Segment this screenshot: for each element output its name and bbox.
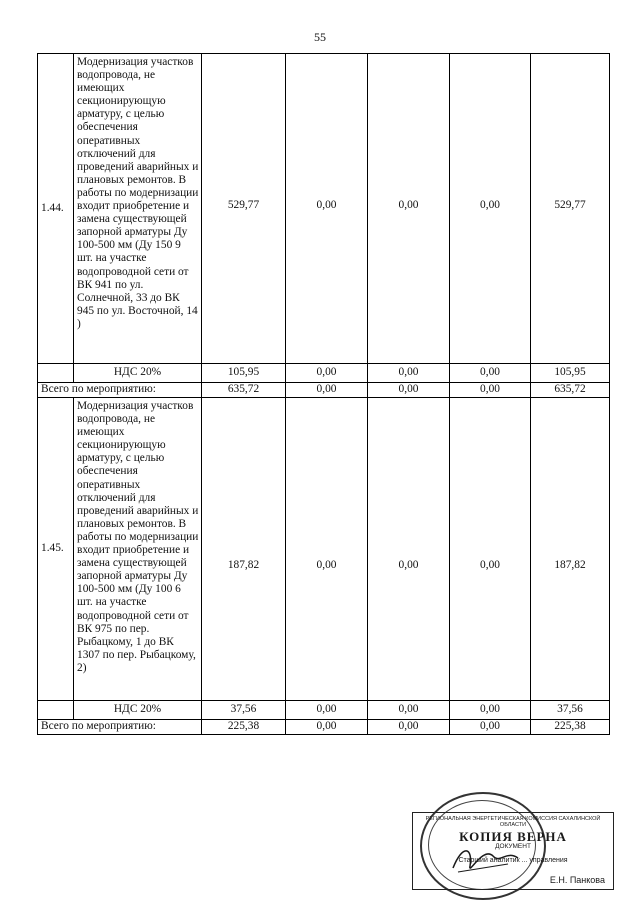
vat-value: 0,00 (286, 364, 368, 383)
stamp-subtitle: ДОКУМЕНТ (495, 843, 531, 850)
vat-value: 37,56 (531, 701, 610, 720)
table-row (38, 398, 610, 701)
value-cell: 0,00 (368, 398, 450, 701)
measures-table (37, 53, 610, 735)
vat-value: 0,00 (368, 701, 450, 720)
total-value: 0,00 (368, 720, 450, 735)
total-value: 225,38 (531, 720, 610, 735)
total-value: 0,00 (286, 720, 368, 735)
total-value: 0,00 (450, 720, 531, 735)
value-cell: 0,00 (450, 398, 531, 701)
vat-value: 105,95 (202, 364, 286, 383)
vat-value: 105,95 (531, 364, 610, 383)
value-cell: 0,00 (286, 54, 368, 364)
stamp-name: Е.Н. Панкова (549, 875, 605, 885)
row-number: 1.45. (38, 398, 74, 701)
vat-value: 0,00 (450, 701, 531, 720)
value-cell: 0,00 (368, 54, 450, 364)
total-value: 0,00 (368, 383, 450, 398)
total-row (38, 720, 610, 735)
vat-label: НДС 20% (74, 701, 202, 720)
signature-icon (448, 838, 528, 878)
total-row (38, 383, 610, 398)
vat-value: 0,00 (450, 364, 531, 383)
stamp-organization: РЕГИОНАЛЬНАЯ ЭНЕРГЕТИЧЕСКАЯ КОМИССИЯ САХАЛИНСКОЙ ОБЛАСТИ (425, 816, 601, 828)
total-value: 225,38 (202, 720, 286, 735)
total-value: 635,72 (531, 383, 610, 398)
value-cell: 187,82 (202, 398, 286, 701)
total-label: Всего по мероприятию: (38, 383, 202, 398)
vat-label: НДС 20% (74, 364, 202, 383)
stamp-position: Старший аналитик ... управления (458, 857, 568, 864)
value-cell: 187,82 (531, 398, 610, 701)
vat-row (38, 701, 610, 720)
vat-row (38, 364, 610, 383)
value-cell: 0,00 (286, 398, 368, 701)
total-value: 635,72 (202, 383, 286, 398)
value-cell: 529,77 (202, 54, 286, 364)
value-cell: 0,00 (450, 54, 531, 364)
total-value: 0,00 (286, 383, 368, 398)
vat-value: 0,00 (368, 364, 450, 383)
stamp-title: КОПИЯ ВЕРНА (459, 829, 567, 844)
page-number: 55 (314, 30, 326, 44)
total-value: 0,00 (450, 383, 531, 398)
row-number: 1.44. (38, 54, 74, 364)
row-description: Модернизация участков водопровода, не имеющих секционирующую арматуру, с целью обеспечения оперативных отключений для проведений аварийных и плановых ремонтов. В работы по модернизации входит приобретение и замена существующей запорной арматуры Ду 100-500 мм (Ду 100 6 шт. на участке водопроводной сети от ВК 975 по пер. Рыбацкому, 1 до ВК 1307 по пер. Рыбацкому, 2) (74, 398, 202, 701)
row-description: Модернизация участков водопровода, не имеющих секционирующую арматуру, с целью обеспечения оперативных отключений для проведений аварийных и плановых ремонтов. В работы по модернизации входит приобретение и замена существующей запорной арматуры Ду 100-500 мм (Ду 150 9 шт. на участке водопроводной сети от ВК 941 по ул. Солнечной, 33 до ВК 945 по ул. Восточной, 14 ) (74, 54, 202, 364)
vat-value: 37,56 (202, 701, 286, 720)
value-cell: 529,77 (531, 54, 610, 364)
vat-value: 0,00 (286, 701, 368, 720)
table-row (38, 54, 610, 364)
total-label: Всего по мероприятию: (38, 720, 202, 735)
